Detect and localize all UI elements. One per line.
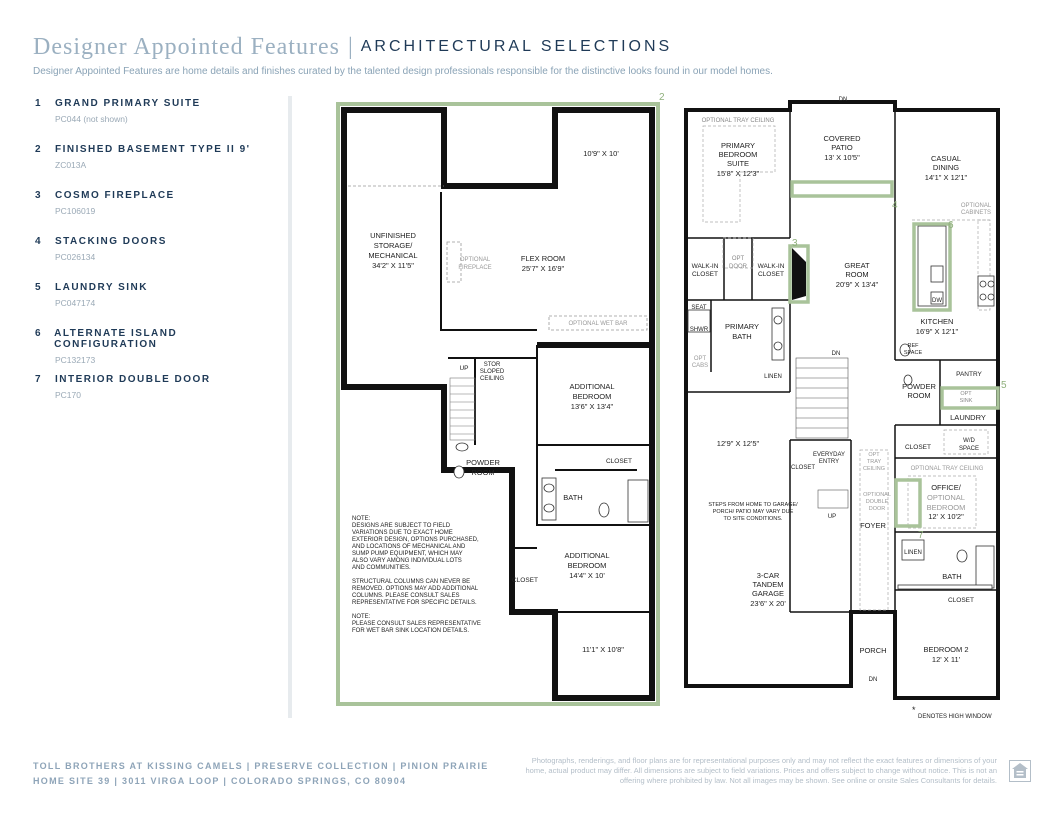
footer-line-1: TOLL BROTHERS AT KISSING CAMELS | PRESERVE COLLECTION | PINION PRAIRIE bbox=[33, 761, 489, 771]
stacking-doors-highlight bbox=[792, 182, 892, 196]
bedroom-label: BEDROOM bbox=[572, 392, 612, 401]
feature-name: LAUNDRY SINK bbox=[55, 282, 149, 293]
main-stairs bbox=[796, 358, 848, 508]
optional-cabinets-label: OPTIONAL bbox=[960, 203, 992, 209]
feature-marker-4: 4 bbox=[892, 200, 898, 211]
opt-cabs-label: CABS bbox=[691, 363, 709, 369]
office-dimensions: 12' X 10'2" bbox=[928, 512, 964, 521]
optional-cabinets-label: CABINETS bbox=[960, 210, 992, 216]
note-line: AND COMMUNITIES. bbox=[352, 565, 411, 571]
double-door-label: DOOR bbox=[868, 506, 886, 512]
high-window-asterisk: * bbox=[912, 705, 916, 715]
main-exterior-walls bbox=[686, 102, 998, 698]
optional-fireplace-label: FIREPLACE bbox=[458, 265, 492, 271]
feature-number: 2 bbox=[35, 144, 41, 155]
storage-label: MECHANICAL bbox=[368, 251, 418, 260]
porch-label: PORCH bbox=[859, 646, 887, 655]
feature-code: PC106019 bbox=[55, 206, 96, 216]
note-line: COLUMNS. PLEASE CONSULT SALES bbox=[352, 593, 460, 599]
seat-label: SEAT bbox=[691, 305, 707, 311]
storage-label: UNFINISHED bbox=[370, 231, 416, 240]
ref-space-label: SPACE bbox=[903, 350, 923, 356]
powder-room-label: POWDER bbox=[902, 382, 936, 391]
feature-name: COSMO FIREPLACE bbox=[55, 190, 175, 201]
basement-fixtures bbox=[454, 443, 648, 522]
steps-note: PORCH/ PATIO MAY VARY DUE bbox=[712, 509, 794, 515]
storage-closet-label: CEILING bbox=[479, 376, 505, 382]
feature-number: 1 bbox=[35, 98, 41, 109]
garage-label: TANDEM bbox=[752, 580, 784, 589]
garage-dimensions: 23'6" X 20' bbox=[750, 599, 786, 608]
office-label: OPTIONAL bbox=[927, 493, 965, 502]
everyday-entry-label: ENTRY bbox=[818, 459, 840, 465]
walk-in-closet-label: WALK-IN bbox=[691, 263, 719, 270]
note-line: DESIGNS ARE SUBJECT TO FIELD bbox=[352, 523, 451, 529]
powder-room-label: POWDER bbox=[466, 458, 500, 467]
title-separator: | bbox=[347, 34, 353, 60]
note-line: AND LOCATIONS OF MECHANICAL AND bbox=[352, 544, 466, 550]
bedroom-dimensions: 13'6" X 13'4" bbox=[570, 402, 614, 411]
double-door-label: OPTIONAL bbox=[863, 492, 891, 498]
feature-code: PC044 (not shown) bbox=[55, 114, 128, 124]
double-door-label: DOUBLE bbox=[865, 499, 889, 505]
covered-patio-label: COVERED bbox=[823, 134, 861, 143]
main-highlights bbox=[790, 182, 998, 526]
primary-bath-label: PRIMARY bbox=[724, 322, 760, 331]
office-label: BEDROOM bbox=[926, 503, 966, 512]
steps-note: TO SITE CONDITIONS. bbox=[723, 516, 783, 522]
garage-label: GARAGE bbox=[751, 589, 785, 598]
note-line: EXTERIOR DESIGN, OPTIONS PURCHASED, bbox=[352, 537, 479, 543]
bedroom-2-label: BEDROOM 2 bbox=[923, 645, 969, 654]
primary-bedroom-label: SUITE bbox=[726, 159, 750, 168]
feature-number: 3 bbox=[35, 190, 41, 201]
room-dimensions: 11'1" X 10'8" bbox=[582, 645, 624, 654]
footer-line-2: HOME SITE 39 | 3011 VIRGA LOOP | COLORADO SPRINGS, CO 80904 bbox=[33, 776, 407, 786]
storage-label: STORAGE/ bbox=[373, 241, 413, 250]
walk-in-closet-label: WALK-IN bbox=[757, 263, 785, 270]
everyday-entry-label: EVERYDAY bbox=[812, 452, 846, 458]
covered-patio-dimensions: 13' X 10'5" bbox=[824, 153, 860, 162]
feature-marker-2: 2 bbox=[659, 92, 665, 103]
feature-code: ZC013A bbox=[55, 160, 87, 170]
primary-bedroom-label: PRIMARY bbox=[720, 141, 756, 150]
pantry-label: PANTRY bbox=[956, 371, 982, 378]
linen-label: LINEN bbox=[904, 550, 922, 556]
feature-code: PC170 bbox=[55, 390, 81, 400]
shower-label: SHWR bbox=[689, 327, 709, 333]
room-dimensions: 10'9" X 10' bbox=[583, 149, 619, 158]
office-label: OFFICE/ bbox=[931, 483, 961, 492]
kitchen-label: KITCHEN bbox=[920, 317, 954, 326]
note-line: REPRESENTATIVE FOR SPECIFIC DETAILS. bbox=[352, 600, 477, 606]
great-room-label: ROOM bbox=[845, 270, 869, 279]
powder-room-label: ROOM bbox=[471, 468, 495, 477]
note-line: STRUCTURAL COLUMNS CAN NEVER BE bbox=[352, 579, 471, 585]
storage-dimensions: 34'2" X 11'5" bbox=[372, 261, 414, 270]
high-window-legend: DENOTES HIGH WINDOW bbox=[918, 714, 992, 720]
wd-space-label: SPACE bbox=[959, 446, 979, 452]
closet-label: CLOSET bbox=[947, 597, 975, 604]
casual-dining-label: DINING bbox=[932, 163, 960, 172]
feature-number: 4 bbox=[35, 236, 41, 247]
linen-label: LINEN bbox=[764, 374, 782, 380]
note-line: PLEASE CONSULT SALES REPRESENTATIVE bbox=[352, 621, 481, 627]
note-line: SUMP PUMP EQUIPMENT, WHICH MAY bbox=[352, 551, 463, 557]
storage-closet-label: STOR bbox=[483, 362, 501, 368]
feature-code: PC047174 bbox=[55, 298, 96, 308]
wet-bar-label: OPTIONAL WET BAR bbox=[568, 321, 628, 327]
bath-label: BATH bbox=[563, 493, 583, 502]
opt-cabs-label: OPT bbox=[693, 356, 707, 362]
feature-code: PC026134 bbox=[55, 252, 96, 262]
feature-name: ALTERNATE ISLAND CONFIGURATION bbox=[54, 328, 178, 350]
feature-number: 7 bbox=[35, 374, 41, 385]
walk-in-closet-label: CLOSET bbox=[757, 271, 785, 278]
great-room-label: GREAT bbox=[844, 261, 870, 270]
dishwasher-label: DW bbox=[932, 298, 942, 304]
main-floor-plan bbox=[686, 97, 1007, 720]
opt-sink-label: SINK bbox=[959, 398, 973, 404]
note-line: NOTE: bbox=[352, 614, 371, 620]
stairs-up-label: UP bbox=[459, 365, 469, 372]
basement-notes bbox=[352, 516, 481, 634]
title-subtitle: ARCHITECTURAL SELECTIONS bbox=[360, 38, 673, 55]
great-room-dimensions: 20'9" X 13'4" bbox=[835, 280, 879, 289]
feature-name: INTERIOR DOUBLE DOOR bbox=[55, 374, 211, 385]
bedroom-label: ADDITIONAL bbox=[564, 551, 610, 560]
steps-note: STEPS FROM HOME TO GARAGE/ bbox=[708, 502, 798, 508]
footer-disclaimer: Photographs, renderings, and floor plans are for representational purposes only and may not reflect the exact features or dimensions of your home, actual product may differ. All dimensions are subject to field variations. Prices and offers subject to change without notice. This is not an offering where prohibited by law. Not all images may be shown. See online or onsite Sales Consultants for details. bbox=[525, 756, 997, 785]
opt-door-label: DOOR bbox=[729, 264, 747, 270]
room-dimensions: 12'9" X 12'5" bbox=[716, 439, 760, 448]
optional-fireplace-label: OPTIONAL bbox=[459, 257, 491, 263]
bedroom-label: ADDITIONAL bbox=[569, 382, 615, 391]
primary-bath-label: BATH bbox=[732, 332, 752, 341]
title-main: Designer Appointed Features bbox=[33, 34, 340, 60]
note-line: VARIATIONS DUE TO EXACT HOME bbox=[352, 530, 453, 536]
note-line: NOTE: bbox=[352, 516, 371, 522]
header-description: Designer Appointed Features are home details and finishes curated by the talented design professionals responsible for the distinctive looks found in our model homes. bbox=[33, 66, 773, 77]
kitchen-dimensions: 16'9" X 12'1" bbox=[915, 327, 959, 336]
closet-label: CLOSET bbox=[605, 458, 633, 465]
basement-stairs bbox=[450, 378, 475, 440]
bath-label: BATH bbox=[942, 572, 962, 581]
dn-label: DN bbox=[838, 97, 848, 103]
dn-label: DN bbox=[868, 677, 878, 683]
garage-label: 3-CAR bbox=[756, 571, 780, 580]
feature-name: STACKING DOORS bbox=[55, 236, 167, 247]
note-line: REMOVED. OPTIONS MAY ADD ADDITIONAL bbox=[352, 586, 479, 592]
basement-labels bbox=[368, 92, 665, 654]
bedroom-label: BEDROOM bbox=[567, 561, 607, 570]
tray-ceiling-label: OPTIONAL TRAY CEILING bbox=[910, 466, 984, 472]
walk-in-closet-label: CLOSET bbox=[691, 271, 719, 278]
storage-closet-label: SLOPED bbox=[479, 369, 505, 375]
wd-space-label: W/D bbox=[963, 438, 975, 444]
main-interior-walls bbox=[686, 110, 998, 698]
closet-label: CLOSET bbox=[904, 444, 932, 451]
fireplace bbox=[792, 248, 806, 300]
flex-room-dimensions: 25'7" X 16'9" bbox=[521, 264, 565, 273]
bedroom-2-dimensions: 12' X 11' bbox=[931, 655, 961, 664]
primary-bedroom-dimensions: 15'8" X 12'3" bbox=[716, 169, 760, 178]
note-line: FOR WET BAR SINK LOCATION DETAILS. bbox=[352, 628, 470, 634]
foyer-label: FOYER bbox=[860, 521, 886, 530]
casual-dining-dimensions: 14'1" X 12'1" bbox=[924, 173, 968, 182]
ref-space-label: REF bbox=[907, 343, 919, 349]
covered-patio-label: PATIO bbox=[831, 143, 853, 152]
footer-address bbox=[33, 759, 489, 789]
laundry-label: LAUNDRY bbox=[950, 413, 986, 422]
feature-name: FINISHED BASEMENT TYPE II 9' bbox=[55, 144, 251, 155]
flex-room-label: FLEX ROOM bbox=[520, 254, 566, 263]
primary-bedroom-label: BEDROOM bbox=[718, 150, 758, 159]
feature-marker-5: 5 bbox=[1001, 380, 1007, 391]
bedroom-dimensions: 14'4" X 10' bbox=[569, 571, 605, 580]
feature-number: 6 bbox=[35, 328, 41, 339]
opt-sink-label: OPT bbox=[960, 391, 972, 397]
opt-tray-label: CEILING bbox=[862, 466, 886, 472]
powder-room-label: ROOM bbox=[907, 391, 931, 400]
equal-housing-icon bbox=[1009, 760, 1031, 782]
feature-marker-6: 6 bbox=[948, 220, 954, 231]
closet-label: CLOSET bbox=[790, 465, 816, 471]
closet-label: CLOSET bbox=[511, 577, 539, 584]
opt-door-label: OPT bbox=[731, 256, 745, 262]
note-line: ALSO VARY AMONG INDIVIDUAL LOTS bbox=[352, 558, 462, 564]
opt-tray-label: OPT bbox=[868, 452, 880, 458]
basement-plan bbox=[338, 92, 665, 704]
feature-code: PC132173 bbox=[55, 355, 96, 365]
feature-number: 5 bbox=[35, 282, 41, 293]
feature-name: GRAND PRIMARY SUITE bbox=[55, 98, 201, 109]
dn-label: DN bbox=[831, 351, 841, 357]
feature-marker-7: 7 bbox=[918, 530, 924, 541]
up-label: UP bbox=[827, 514, 837, 520]
opt-tray-label: TRAY bbox=[866, 459, 882, 465]
casual-dining-label: CASUAL bbox=[930, 154, 962, 163]
tray-ceiling-label: OPTIONAL TRAY CEILING bbox=[701, 118, 775, 124]
feature-marker-3: 3 bbox=[792, 238, 798, 249]
